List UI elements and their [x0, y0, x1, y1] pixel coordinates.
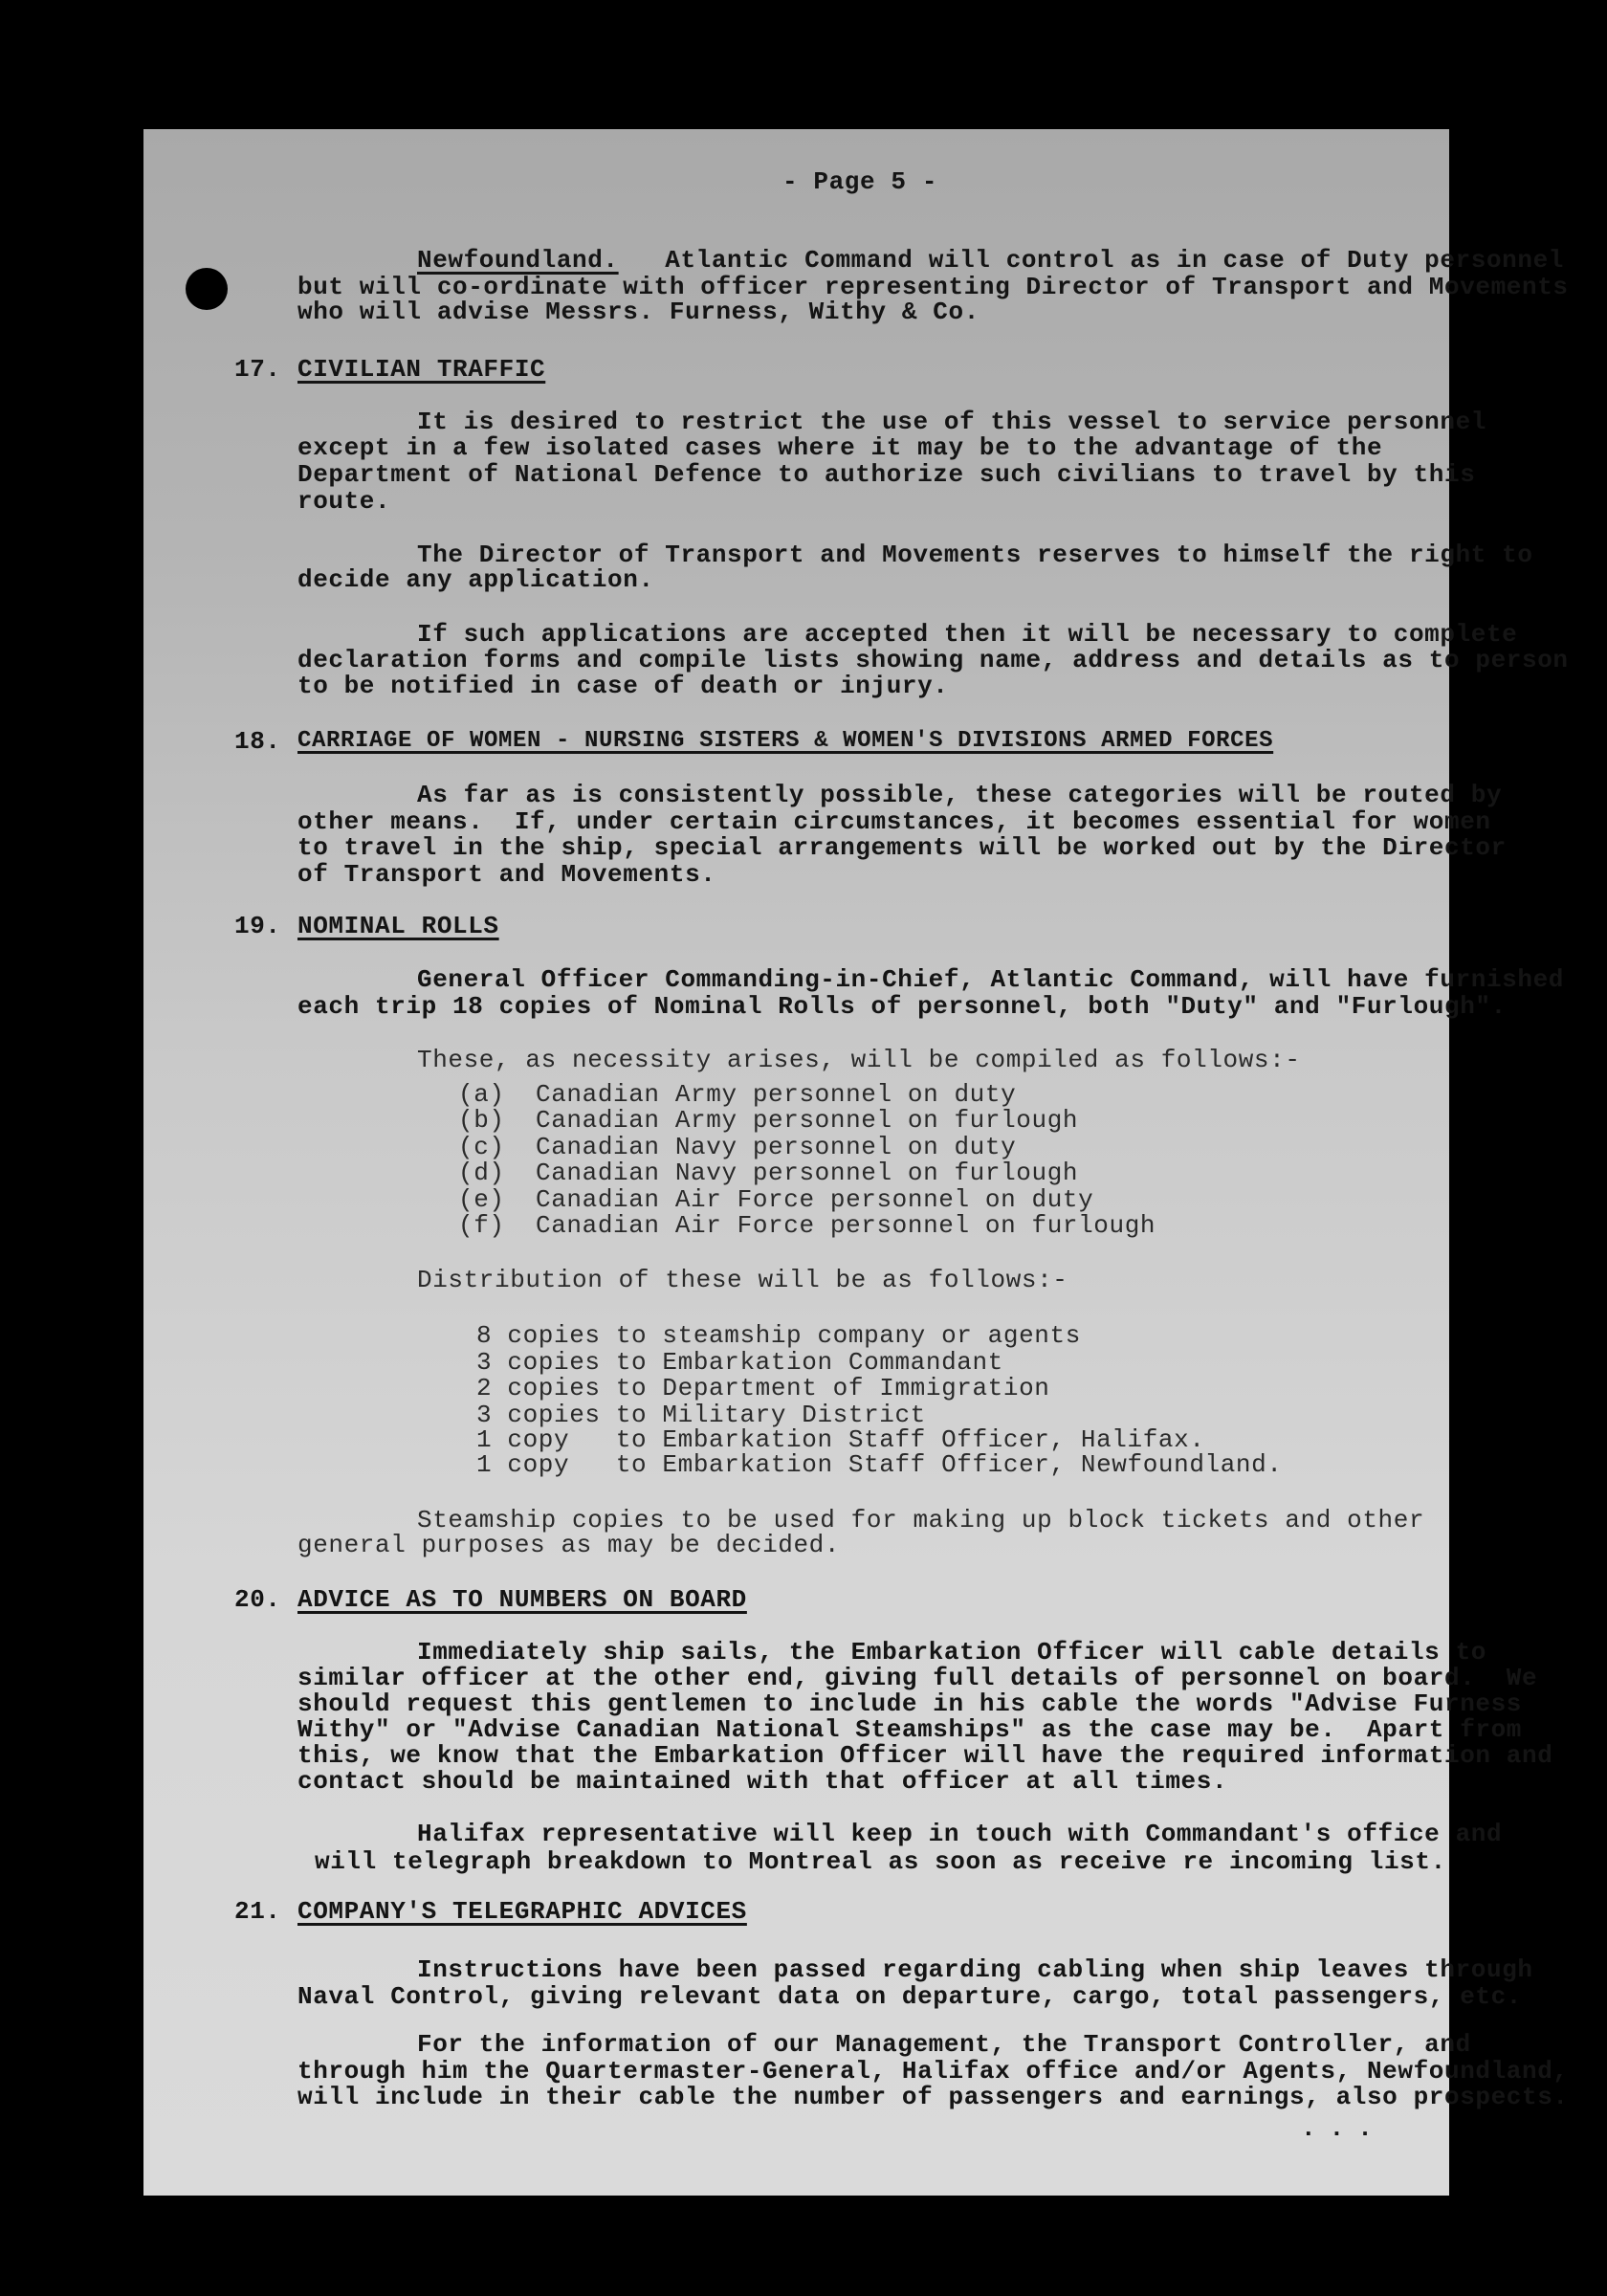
- section-number: 20.: [234, 1585, 281, 1614]
- paragraph-line: decide any application.: [297, 565, 654, 594]
- list-item: (a) Canadian Army personnel on duty: [458, 1080, 1017, 1109]
- paragraph-line: except in a few isolated cases where it may be to the advantage of the: [297, 433, 1383, 462]
- paragraph-line: other means. If, under certain circumstances, it becomes essential for women: [297, 807, 1491, 836]
- paragraph-line: If such applications are accepted then it will be necessary to complete: [417, 620, 1518, 649]
- distribution-item: 2 copies to Department of Immigration: [476, 1374, 1050, 1402]
- paragraph-line: to be notified in case of death or injury.: [297, 672, 949, 700]
- paragraph-line: will telegraph breakdown to Montreal as soon as receive re incoming list.: [315, 1847, 1446, 1876]
- paragraph-line: As far as is consistently possible, these categories will be routed by: [417, 781, 1503, 809]
- continuation-marker: ...: [1301, 2114, 1386, 2143]
- paragraph-line: These, as necessity arises, will be compiled as follows:-: [417, 1046, 1301, 1074]
- section-title: ADVICE AS TO NUMBERS ON BOARD: [297, 1585, 747, 1614]
- page-header: - Page 5 -: [782, 167, 938, 196]
- intro-lead: Newfoundland.: [417, 246, 619, 275]
- paragraph-line: Instructions have been passed regarding cabling when ship leaves through: [417, 1955, 1533, 1984]
- list-item: (f) Canadian Air Force personnel on furlough: [458, 1211, 1156, 1240]
- list-item: (c) Canadian Navy personnel on duty: [458, 1133, 1017, 1161]
- distribution-item: 3 copies to Military District: [476, 1401, 926, 1429]
- section-number: 17.: [234, 355, 281, 384]
- paragraph-line: general purposes as may be decided.: [297, 1531, 841, 1559]
- intro-line: but will co-ordinate with officer representing Director of Transport and Movements: [297, 273, 1569, 301]
- paragraph-line: The Director of Transport and Movements reserves to himself the right to: [417, 541, 1533, 569]
- paragraph-line: Immediately ship sails, the Embarkation Officer will cable details to: [417, 1638, 1486, 1667]
- list-item: (e) Canadian Air Force personnel on duty: [458, 1185, 1094, 1214]
- section-number: 19.: [234, 912, 281, 940]
- paragraph-line: this, we know that the Embarkation Officer will have the required information and: [297, 1741, 1553, 1770]
- section-title: COMPANY'S TELEGRAPHIC ADVICES: [297, 1897, 747, 1926]
- distribution-item: 1 copy to Embarkation Staff Officer, Newfoundland.: [476, 1450, 1283, 1479]
- paragraph-line: General Officer Commanding-in-Chief, Atlantic Command, will have furnished: [417, 965, 1564, 994]
- intro-line: who will advise Messrs. Furness, Withy & Co.: [297, 298, 980, 326]
- distribution-item: 8 copies to steamship company or agents: [476, 1321, 1081, 1350]
- paragraph-line: Naval Control, giving relevant data on departure, cargo, total passengers, etc.: [297, 1982, 1522, 2011]
- punch-hole: [186, 268, 228, 310]
- paragraph-line: Withy" or "Advise Canadian National Steamships" as the case may be. Apart from: [297, 1715, 1522, 1744]
- paragraph-line: Distribution of these will be as follows:-: [417, 1266, 1068, 1294]
- paragraph-line: to travel in the ship, special arrangements will be worked out by the Director: [297, 833, 1507, 862]
- paragraph-line: should request this gentlemen to include in his cable the words "Advise Furness: [297, 1689, 1522, 1718]
- paragraph-line: For the information of our Management, the Transport Controller, and: [417, 2030, 1471, 2059]
- paragraph-line: declaration forms and compile lists showing name, address and details as to person: [297, 646, 1569, 674]
- paragraph-line: through him the Quartermaster-General, Halifax office and/or Agents, Newfoundland,: [297, 2057, 1569, 2086]
- paragraph-line: similar officer at the other end, giving full details of personnel on board. We: [297, 1664, 1538, 1692]
- list-item: (d) Canadian Navy personnel on furlough: [458, 1159, 1079, 1187]
- paragraph-line: route.: [297, 487, 391, 516]
- intro-line: Newfoundland. Atlantic Command will control as in case of Duty personnel: [417, 246, 1564, 275]
- paragraph-line: Halifax representative will keep in touch with Commandant's office and: [417, 1820, 1503, 1848]
- section-title: CARRIAGE OF WOMEN - NURSING SISTERS & WOMEN'S DIVISIONS ARMED FORCES: [297, 728, 1274, 754]
- distribution-item: 1 copy to Embarkation Staff Officer, Halifax.: [476, 1425, 1205, 1454]
- paragraph-line: will include in their cable the number of passengers and earnings, also prospects.: [297, 2083, 1569, 2111]
- distribution-item: 3 copies to Embarkation Commandant: [476, 1348, 1003, 1377]
- paragraph-line: each trip 18 copies of Nominal Rolls of personnel, both "Duty" and "Furlough".: [297, 992, 1507, 1021]
- section-title: NOMINAL ROLLS: [297, 912, 499, 940]
- section-number: 21.: [234, 1897, 281, 1926]
- paragraph-line: contact should be maintained with that officer at all times.: [297, 1767, 1228, 1796]
- paragraph-line: Steamship copies to be used for making up block tickets and other: [417, 1506, 1425, 1534]
- list-item: (b) Canadian Army personnel on furlough: [458, 1106, 1079, 1135]
- section-title: CIVILIAN TRAFFIC: [297, 355, 546, 384]
- paragraph-line: of Transport and Movements.: [297, 860, 716, 889]
- paragraph-line: Department of National Defence to authorize such civilians to travel by this: [297, 460, 1476, 489]
- section-number: 18.: [234, 727, 281, 756]
- paragraph-line: It is desired to restrict the use of this vessel to service personnel: [417, 408, 1486, 436]
